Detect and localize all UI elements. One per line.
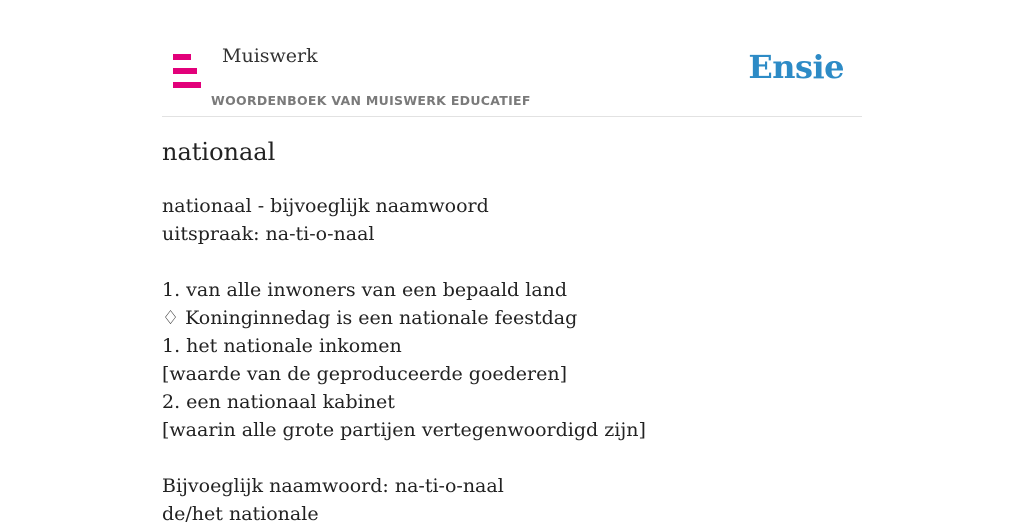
definition-line: de/het nationale <box>162 503 319 525</box>
definition-line: 2. een nationaal kabinet <box>162 391 395 413</box>
definition-body <box>162 192 862 528</box>
brand-name[interactable]: Muiswerk <box>222 45 318 67</box>
definition-line: Bijvoeglijk naamwoord: na-ti-o-naal <box>162 475 504 497</box>
site-header <box>162 0 862 117</box>
definition-line: [waarde van de geproduceerde goederen] <box>162 363 568 385</box>
definition-line <box>162 248 862 276</box>
definition-line: uitspraak: na-ti-o-naal <box>162 223 375 245</box>
muiswerk-logo-icon[interactable] <box>173 54 201 88</box>
definition-line <box>162 444 862 472</box>
definition-line: 1. van alle inwoners van een bepaald land <box>162 279 568 301</box>
definition-line: 1. het nationale inkomen <box>162 335 402 357</box>
entry-title: nationaal <box>162 138 276 166</box>
brand-subtitle: WOORDENBOEK VAN MUISWERK EDUCATIEF <box>211 93 531 108</box>
definition-line: nationaal - bijvoeglijk naamwoord <box>162 195 489 217</box>
definition-line: [waarin alle grote partijen vertegenwoordigd zijn] <box>162 419 646 441</box>
ensie-logo-link[interactable]: Ensie <box>748 48 844 86</box>
definition-line: ♢ Koninginnedag is een nationale feestdag <box>162 307 578 329</box>
